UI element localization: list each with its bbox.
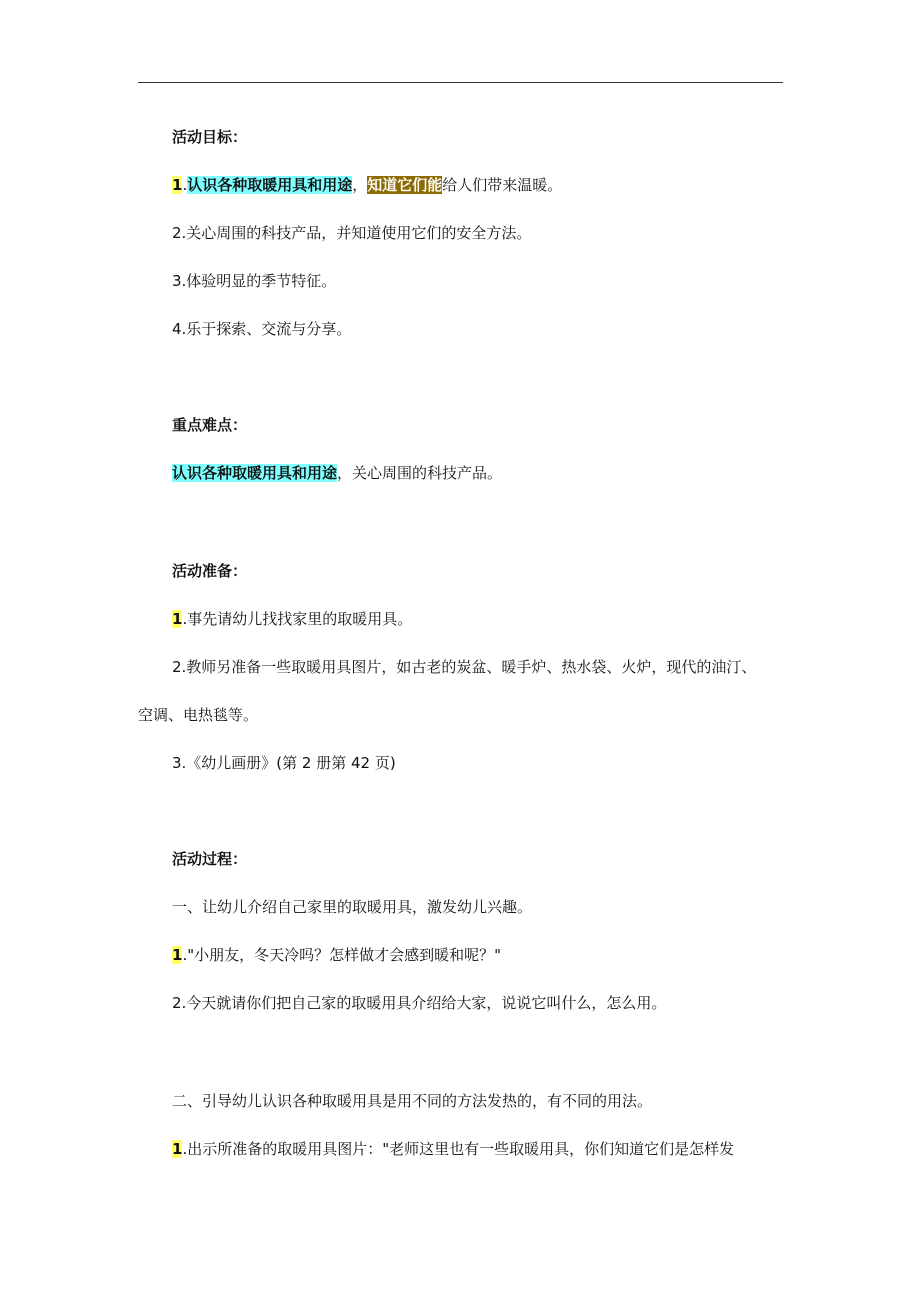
preparation-item-2-cont: 空调、电热毯等。 [138,706,259,724]
highlight-cyan: 认识各种取暖用具和用途 [187,176,353,194]
item-number: 1 [172,1140,183,1158]
process-step-1-item-2: 2.今天就请你们把自己家的取暖用具介绍给大家，说说它叫什么，怎么用。 [172,994,667,1012]
preparation-item-2: 2.教师另准备一些取暖用具图片，如古老的炭盆、暖手炉、热水袋、火炉，现代的油汀、 [172,658,757,676]
goals-heading: 活动目标： [172,128,248,146]
key-points-text: 认识各种取暖用具和用途，关心周围的科技产品。 [172,464,503,482]
key-points-heading: 重点难点： [172,416,248,434]
preparation-item-3: 3.《幼儿画册》(第 2 册第 42 页) [172,754,396,772]
goals-item-2: 2.关心周围的科技产品，并知道使用它们的安全方法。 [172,224,532,242]
process-step-2-item-1: 1.出示所准备的取暖用具图片："老师这里也有一些取暖用具，你们知道它们是怎样发 [172,1140,735,1158]
process-step-1: 一、让幼儿介绍自己家里的取暖用具，激发幼儿兴趣。 [172,898,533,916]
process-step-1-item-1: 1."小朋友，冬天冷吗？怎样做才会感到暖和呢？" [172,946,502,964]
highlight-olive: 知道它们能 [367,176,443,194]
process-heading: 活动过程： [172,850,248,868]
goals-item-3: 3.体验明显的季节特征。 [172,272,337,290]
process-step-2: 二、引导幼儿认识各种取暖用具是用不同的方法发热的，有不同的用法。 [172,1092,653,1110]
goals-item-1: 1.认识各种取暖用具和用途，知道它们能给人们带来温暖。 [172,176,563,194]
item-number: 1 [172,176,183,194]
header-rule [138,82,783,83]
item-number: 1 [172,610,183,628]
preparation-heading: 活动准备： [172,562,248,580]
goals-item-4: 4.乐于探索、交流与分享。 [172,320,352,338]
item-number: 1 [172,946,183,964]
highlight-cyan: 认识各种取暖用具和用途 [172,464,338,482]
preparation-item-1: 1.事先请幼儿找找家里的取暖用具。 [172,610,413,628]
